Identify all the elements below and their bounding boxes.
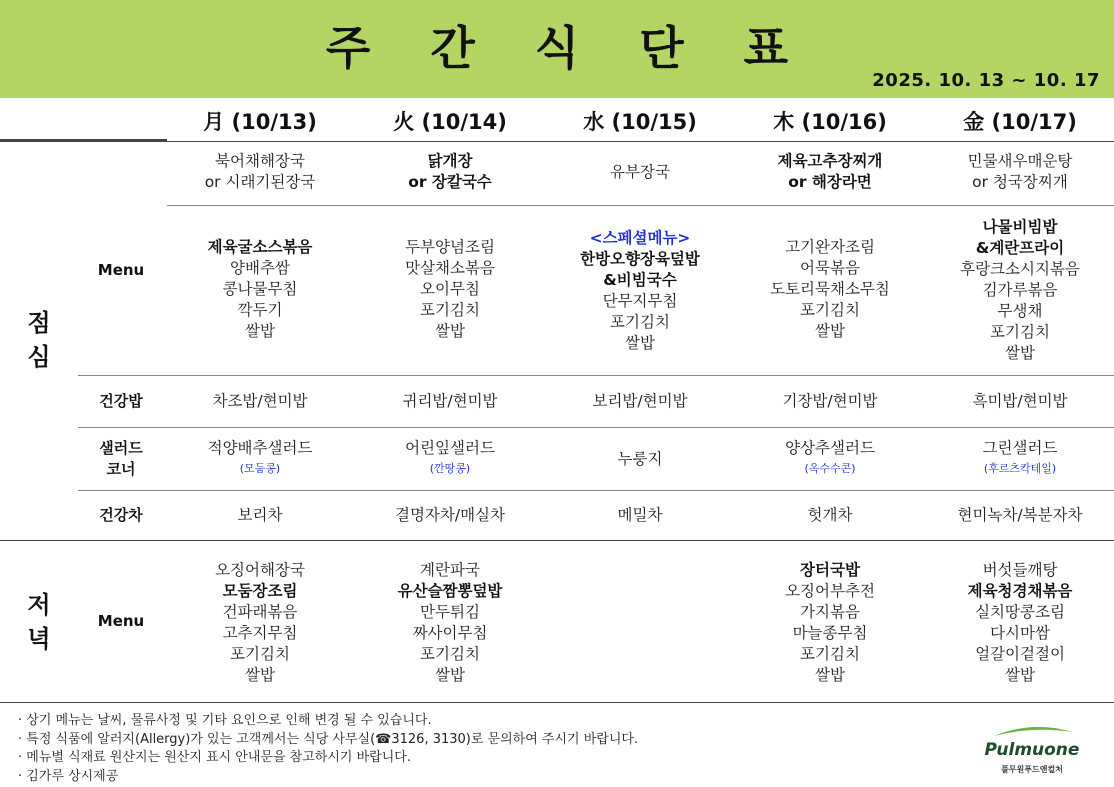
divider-footer bbox=[0, 702, 1114, 703]
menu-item: 북어채해장국 bbox=[215, 152, 305, 170]
menu-item: 고기완자조림 bbox=[785, 238, 875, 256]
soup-cell-wed bbox=[545, 162, 735, 183]
salad-label-line1: 샐러드 bbox=[99, 439, 143, 457]
menu-item: 쌀밥 bbox=[815, 666, 845, 684]
menu-item: 가지볶음 bbox=[800, 603, 860, 621]
menu-item: 김가루볶음 bbox=[982, 281, 1058, 299]
tea-cell-thu: 헛개차 bbox=[807, 506, 853, 524]
menu-item: 계란파국 bbox=[420, 561, 480, 579]
menu-item: 포기김치 bbox=[800, 301, 860, 319]
divider-soup bbox=[167, 205, 1114, 206]
logo-subtitle: 풀무원푸드앤컬처 bbox=[1001, 765, 1063, 774]
day-header-thu: 木 (10/16) bbox=[773, 110, 887, 134]
menu-item: 버섯들깨탕 bbox=[982, 561, 1058, 579]
salad-name: 양상추샐러드 bbox=[785, 439, 875, 457]
healthy-rice-label: 건강밥 bbox=[99, 392, 143, 410]
menu-item: &계란프라이 bbox=[975, 239, 1065, 257]
menu-item: 쌀밥 bbox=[625, 334, 655, 352]
pulmuone-logo bbox=[984, 724, 1080, 778]
lunch-label bbox=[10, 306, 68, 374]
footnote: · 메뉴별 식재료 원산지는 원산지 표시 안내문을 참고하시기 바랍니다. bbox=[18, 750, 411, 765]
menu-item: 맛살채소볶음 bbox=[405, 259, 495, 277]
menu-item: 짜사이무침 bbox=[412, 624, 488, 642]
menu-item: 쌀밥 bbox=[1005, 344, 1035, 362]
page-title: 주 간 식 단 표 bbox=[325, 21, 811, 75]
menu-item: 단무지무침 bbox=[602, 292, 678, 310]
footnote: · 김가루 상시제공 bbox=[18, 768, 119, 784]
lunch-label-top: 점 bbox=[27, 309, 51, 337]
rice-cell-tue: 귀리밥/현미밥 bbox=[402, 392, 498, 410]
menu-item: 닭개장 bbox=[427, 152, 473, 170]
menu-item: 두부양념조림 bbox=[405, 238, 495, 256]
date-range: 2025. 10. 13 ~ 10. 17 bbox=[872, 70, 1100, 91]
menu-item: 오징어해장국 bbox=[215, 561, 305, 579]
menu-item: 제육청경채볶음 bbox=[967, 582, 1073, 600]
header-divider bbox=[0, 141, 1114, 142]
menu-item: 모둠장조림 bbox=[222, 582, 298, 600]
dinner-label-bottom: 녁 bbox=[27, 625, 51, 653]
soup-cell-mon bbox=[165, 151, 355, 193]
menu-item: 건파래볶음 bbox=[222, 603, 298, 621]
menu-item: or 청국장찌개 bbox=[972, 173, 1068, 191]
day-header-wed: 水 (10/15) bbox=[583, 110, 697, 134]
menu-item: 쌀밥 bbox=[435, 322, 465, 340]
tea-cell-wed: 메밀차 bbox=[617, 506, 663, 524]
menu-item: 마늘종무침 bbox=[792, 624, 868, 642]
lunch-menu-fri bbox=[925, 217, 1114, 364]
divider-rice bbox=[78, 427, 1114, 428]
menu-item: 유산슬짬뽕덮밥 bbox=[397, 582, 503, 600]
footnotes bbox=[18, 712, 638, 786]
menu-item: 포기김치 bbox=[610, 313, 670, 331]
salad-topping: (모둠콩) bbox=[239, 462, 281, 475]
rice-cell-wed: 보리밥/현미밥 bbox=[592, 392, 688, 410]
salad-name: 그린샐러드 bbox=[982, 439, 1058, 457]
menu-item: 후랑크소시지볶음 bbox=[960, 260, 1080, 278]
menu-item: 다시마쌈 bbox=[990, 624, 1050, 642]
menu-item: 쌀밥 bbox=[815, 322, 845, 340]
tea-cell-tue: 결명자차/매실차 bbox=[394, 506, 506, 524]
rice-cell-thu: 기장밥/현미밥 bbox=[782, 392, 878, 410]
day-header-tue: 火 (10/14) bbox=[393, 110, 507, 134]
dinner-menu-tue bbox=[355, 560, 545, 686]
menu-item: or 시래기된장국 bbox=[204, 173, 316, 191]
menu-item: 제육고추장찌개 bbox=[777, 152, 883, 170]
dinner-label bbox=[10, 588, 68, 656]
menu-item: 깍두기 bbox=[237, 301, 283, 319]
healthy-tea-label: 건강차 bbox=[99, 506, 143, 524]
menu-item: 포기김치 bbox=[230, 645, 290, 663]
lunch-menu-thu bbox=[735, 237, 925, 342]
menu-item: 오징어부추전 bbox=[785, 582, 875, 600]
footnote: · 상기 메뉴는 날씨, 물류사정 및 기타 요인으로 인해 변경 될 수 있습니다. bbox=[18, 713, 432, 728]
salad-label-line2: 코너 bbox=[106, 460, 136, 478]
menu-item: 쌀밥 bbox=[245, 666, 275, 684]
menu-item: 포기김치 bbox=[420, 301, 480, 319]
salad-cell-thu bbox=[735, 438, 925, 478]
menu-item: 유부장국 bbox=[610, 163, 670, 181]
dinner-label-top: 저 bbox=[27, 591, 51, 619]
menu-item: 콩나물무침 bbox=[222, 280, 298, 298]
divider-menu bbox=[78, 375, 1114, 376]
dinner-menu-label: Menu bbox=[97, 612, 145, 630]
soup-cell-tue bbox=[355, 151, 545, 193]
menu-item: 어묵볶음 bbox=[800, 259, 860, 277]
lunch-menu-tue bbox=[355, 237, 545, 342]
menu-item: 고추지무침 bbox=[222, 624, 298, 642]
lunch-menu-wed bbox=[545, 228, 735, 354]
salad-name: 누룽지 bbox=[617, 450, 663, 468]
menu-item: 한방오향장육덮밥 bbox=[580, 250, 700, 268]
divider-salad bbox=[78, 490, 1114, 491]
menu-item: 무생채 bbox=[997, 302, 1043, 320]
menu-item: 쌀밥 bbox=[1005, 666, 1035, 684]
salad-topping: (깐땅콩) bbox=[429, 462, 471, 475]
salad-cell-mon bbox=[165, 438, 355, 478]
footnote: · 특정 식품에 알러지(Allergy)가 있는 고객께서는 식당 사무실(☎3126, 3130)로 문의하여 주시기 바랍니다. bbox=[18, 731, 639, 747]
rice-cell-mon: 차조밥/현미밥 bbox=[212, 392, 308, 410]
menu-item: 포기김치 bbox=[800, 645, 860, 663]
day-header-mon: 月 (10/13) bbox=[203, 110, 317, 134]
rice-cell-fri: 흑미밥/현미밥 bbox=[972, 392, 1068, 410]
menu-item: 쌀밥 bbox=[435, 666, 465, 684]
lunch-menu-label: Menu bbox=[97, 261, 145, 279]
menu-item: or 해장라면 bbox=[788, 173, 872, 191]
soup-cell-thu bbox=[735, 151, 925, 193]
menu-item: 포기김치 bbox=[420, 645, 480, 663]
salad-cell-fri bbox=[925, 438, 1114, 478]
menu-item: 도토리묵채소무침 bbox=[770, 280, 890, 298]
salad-topping: (후르츠칵테일) bbox=[983, 462, 1057, 475]
logo-swoosh-icon bbox=[992, 724, 1074, 740]
menu-item: or 장칼국수 bbox=[408, 173, 492, 191]
menu-item: 실치땅콩조림 bbox=[975, 603, 1065, 621]
salad-name: 어린잎샐러드 bbox=[405, 439, 495, 457]
menu-item: 오이무침 bbox=[420, 280, 480, 298]
menu-item: 만두튀김 bbox=[420, 603, 480, 621]
salad-cell-wed bbox=[545, 449, 735, 470]
menu-item: 제육굴소스볶음 bbox=[207, 238, 313, 256]
tea-cell-mon: 보리차 bbox=[237, 506, 283, 524]
salad-cell-tue bbox=[355, 438, 545, 478]
dinner-menu-fri bbox=[925, 560, 1114, 686]
day-header-fri: 金 (10/17) bbox=[963, 110, 1077, 134]
salad-name: 적양배추샐러드 bbox=[207, 439, 313, 457]
menu-item: &비빔국수 bbox=[603, 271, 677, 289]
menu-item: 양배추쌈 bbox=[230, 259, 290, 277]
soup-cell-fri bbox=[925, 151, 1114, 193]
divider-lunch-dinner bbox=[0, 540, 1114, 541]
menu-item: 나물비빔밥 bbox=[982, 218, 1058, 236]
logo-wordmark: Pulmuone bbox=[984, 740, 1080, 760]
salad-corner-label bbox=[78, 438, 164, 480]
lunch-label-bottom: 심 bbox=[27, 343, 51, 371]
tea-cell-fri: 현미녹차/복분자차 bbox=[957, 506, 1083, 524]
dinner-menu-thu bbox=[735, 560, 925, 686]
menu-item: 포기김치 bbox=[990, 323, 1050, 341]
menu-item: 민물새우매운탕 bbox=[967, 152, 1073, 170]
lunch-menu-mon bbox=[165, 237, 355, 342]
menu-item: 얼갈이겉절이 bbox=[975, 645, 1065, 663]
special-menu-label: <스페셜메뉴> bbox=[589, 229, 691, 247]
salad-topping: (옥수수콘) bbox=[804, 462, 856, 475]
menu-item: 쌀밥 bbox=[245, 322, 275, 340]
header-banner bbox=[0, 0, 1114, 98]
dinner-menu-mon bbox=[165, 560, 355, 686]
menu-item: 장터국밥 bbox=[800, 561, 860, 579]
